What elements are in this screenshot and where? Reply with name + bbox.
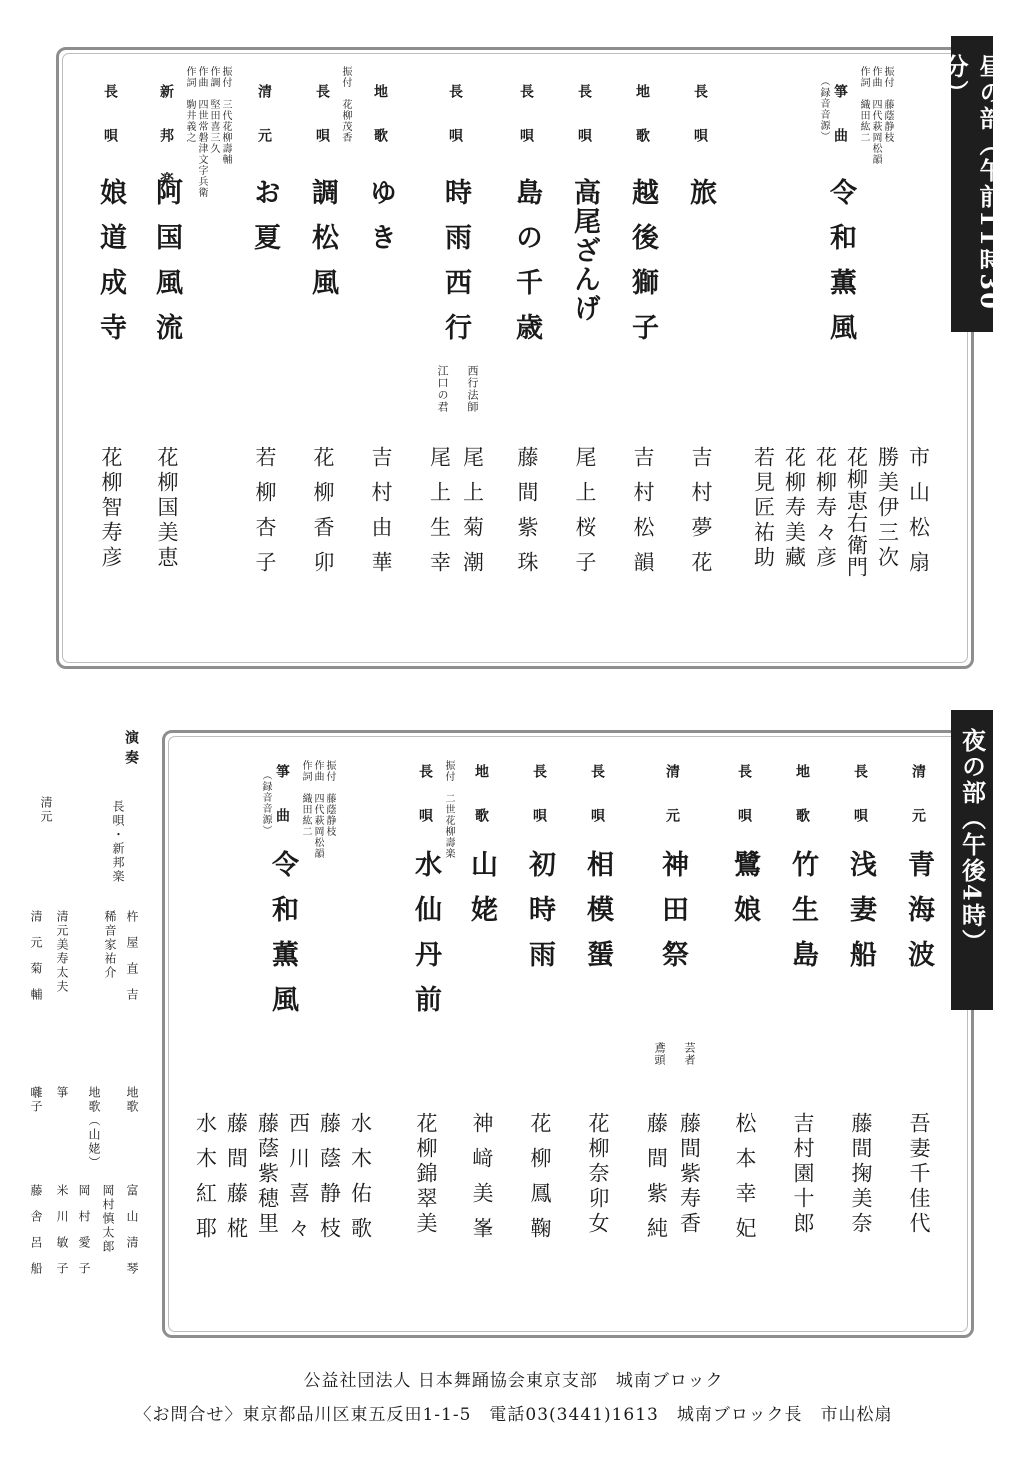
- genre-label: 新邦楽: [158, 84, 174, 216]
- work-title: 鷺娘: [729, 850, 760, 940]
- performer-name: 藤蔭静枝: [317, 1112, 342, 1252]
- performer-name: 藤間藤椛: [224, 1112, 249, 1252]
- performer-name: 花柳国美恵: [155, 446, 179, 571]
- credit-line: 作詞 織田紘二: [858, 66, 869, 143]
- performer-name: 藤蔭紫穂里: [255, 1112, 280, 1237]
- performer-name: 吾妻千佳代: [907, 1112, 931, 1237]
- work-title: 時雨西行: [440, 178, 471, 358]
- genre-label: 長唄: [447, 84, 463, 172]
- credit-line: 振付 藤蔭静枝: [882, 66, 893, 143]
- performer-name: 吉村由華: [369, 446, 393, 586]
- genre-label: 長唄: [736, 764, 752, 852]
- night-title: 夜の部（午後4時）: [951, 710, 993, 1010]
- work-title: お夏: [249, 178, 280, 268]
- musician-name: 藤舎呂船: [29, 1184, 43, 1288]
- performer-name: 尾上桜子: [573, 446, 597, 586]
- credit-line: 作曲 四代萩岡松韻: [312, 760, 323, 859]
- credit-line: 作詞 駒井義之: [184, 66, 195, 143]
- genre-label: 長唄: [692, 84, 708, 172]
- genre-label: 長唄: [102, 84, 118, 172]
- ensemble-part-label: 清元: [39, 796, 53, 824]
- performer-name: 尾上菊潮: [460, 446, 485, 586]
- work-title: 島の千歳: [511, 178, 542, 358]
- work-title: 山姥: [466, 850, 497, 940]
- performer-name: 吉村園十郎: [791, 1112, 815, 1237]
- contact-line: 〈お問合せ〉東京都品川区東五反田1-1-5 電話03(3441)1613 城南ブロック長 市山松扇: [134, 1405, 893, 1425]
- genre-label: 地歌: [372, 84, 388, 172]
- ensemble-part-label: 箏: [55, 1086, 69, 1100]
- work-title: 青海波: [903, 850, 934, 985]
- performer-name: 花柳錦翠美: [414, 1112, 438, 1237]
- genre-label: 長唄: [589, 764, 605, 852]
- genre-label: 清元: [910, 764, 926, 852]
- role-label: 江口の君: [436, 365, 449, 413]
- work-title: 神田祭: [657, 850, 688, 985]
- musician-name: 米川敏子: [55, 1184, 69, 1288]
- performer-name: 花柳寿々彦: [813, 446, 838, 571]
- musician-name: 岡村愛子: [77, 1184, 91, 1288]
- work-title: 相模蜑: [582, 850, 613, 985]
- work-title: 令和薫風: [267, 850, 298, 1030]
- performer-name: 若見匠祐助: [751, 446, 776, 571]
- work-title: 調松風: [307, 178, 338, 313]
- ensemble-part-label: 囃子: [29, 1086, 43, 1114]
- performer-name: 藤間紫純: [644, 1112, 669, 1252]
- performer-name: 神﨑美峯: [470, 1112, 494, 1252]
- performer-name: 花柳鳳鞠: [528, 1112, 552, 1252]
- performer-name: 水木佑歌: [348, 1112, 373, 1252]
- performer-name: 尾上生幸: [427, 446, 452, 586]
- genre-label: 地歌: [634, 84, 650, 172]
- genre-label: 長唄: [314, 84, 330, 172]
- genre-label: 清元: [664, 764, 680, 852]
- work-title: ゆき: [365, 178, 396, 268]
- work-title: 令和薫風: [825, 178, 856, 358]
- night-section: [0, 690, 1027, 1350]
- performer-name: 水木紅耶: [193, 1112, 218, 1252]
- performer-name: 松本幸妃: [733, 1112, 757, 1252]
- performer-name: 花柳香卯: [311, 446, 335, 586]
- work-title: 旅: [685, 178, 716, 223]
- work-title: 初時雨: [524, 850, 555, 985]
- genre-label: 地歌: [473, 764, 489, 852]
- performer-name: 藤間紫珠: [515, 446, 539, 586]
- performer-name: 花柳奈卯女: [586, 1112, 610, 1237]
- genre-label: 長唄: [576, 84, 592, 172]
- musician-name: 清元美寿太夫: [55, 910, 69, 994]
- musician-name: 岡村慎太郎: [101, 1184, 115, 1254]
- genre-label: 清元: [256, 84, 272, 172]
- work-title: 越後獅子: [627, 178, 658, 358]
- credit-line: 振付 藤蔭静枝: [324, 760, 335, 837]
- ensemble-part-label: 長唄・新邦楽: [111, 800, 125, 884]
- role-label: 芸者: [683, 1042, 696, 1066]
- ensemble-part-label: 地歌: [125, 1086, 139, 1114]
- performer-name: 花柳寿美藏: [782, 446, 807, 571]
- credit-line: 作曲 四代萩岡松韻: [870, 66, 881, 165]
- genre-label: 箏曲: [832, 84, 848, 172]
- work-title: 浅妻船: [845, 850, 876, 985]
- work-title: 竹生島: [787, 850, 818, 985]
- credit-line: 振付 花柳茂香: [340, 66, 351, 143]
- work-title: 阿国風流: [151, 178, 182, 358]
- performer-name: 吉村夢花: [689, 446, 713, 586]
- credit-line: 振付 三代花柳壽輔: [220, 66, 231, 165]
- performer-name: 花柳智寿彦: [99, 446, 123, 571]
- day-section: [0, 0, 1027, 690]
- performer-name: 藤間紫寿香: [677, 1112, 702, 1237]
- role-label: 西行法師: [466, 365, 479, 413]
- performer-name: 吉村松韻: [631, 446, 655, 586]
- credit-line: 作調 堅田喜三久: [208, 66, 219, 154]
- performer-name: 花柳恵右衛門: [844, 446, 869, 578]
- musician-name: 富山清琴: [125, 1184, 139, 1288]
- day-title: 昼の部（午前11時30分）: [951, 36, 993, 332]
- role-label: 鳶頭: [653, 1042, 666, 1066]
- genre-label: 長唄: [518, 84, 534, 172]
- work-title: 水仙丹前: [410, 850, 441, 1030]
- performer-name: 勝美伊三次: [875, 446, 900, 571]
- ensemble-heading: 演奏: [123, 730, 139, 770]
- performer-name: 藤間掬美奈: [849, 1112, 873, 1237]
- genre-label: 長唄: [531, 764, 547, 852]
- credit-line: 振付 二世花柳壽楽: [443, 760, 454, 859]
- performer-name: 市山松扇: [906, 446, 931, 586]
- work-title: 娘道成寺: [95, 178, 126, 358]
- recording-note: （録音音源）: [260, 770, 271, 836]
- musician-name: 杵屋直吉: [125, 910, 139, 1014]
- genre-label: 長唄: [417, 764, 433, 852]
- credit-line: 作曲 四世常磐津文字兵衛: [196, 66, 207, 198]
- performer-name: 若柳杏子: [253, 446, 277, 586]
- genre-label: 長唄: [852, 764, 868, 852]
- genre-label: 箏曲: [274, 764, 290, 852]
- recording-note: （録音音源）: [818, 76, 829, 142]
- musician-name: 稀音家祐介: [103, 910, 117, 980]
- work-title: 高尾ざんげ: [569, 178, 600, 323]
- ensemble-part-label: 地歌（山姥）: [87, 1086, 101, 1170]
- performer-name: 西川喜々: [286, 1112, 311, 1252]
- organizer-line: 公益社団法人 日本舞踊協会東京支部 城南ブロック: [303, 1371, 724, 1391]
- credit-line: 作詞 織田紘二: [300, 760, 311, 837]
- musician-name: 清元菊輔: [29, 910, 43, 1014]
- genre-label: 地歌: [794, 764, 810, 852]
